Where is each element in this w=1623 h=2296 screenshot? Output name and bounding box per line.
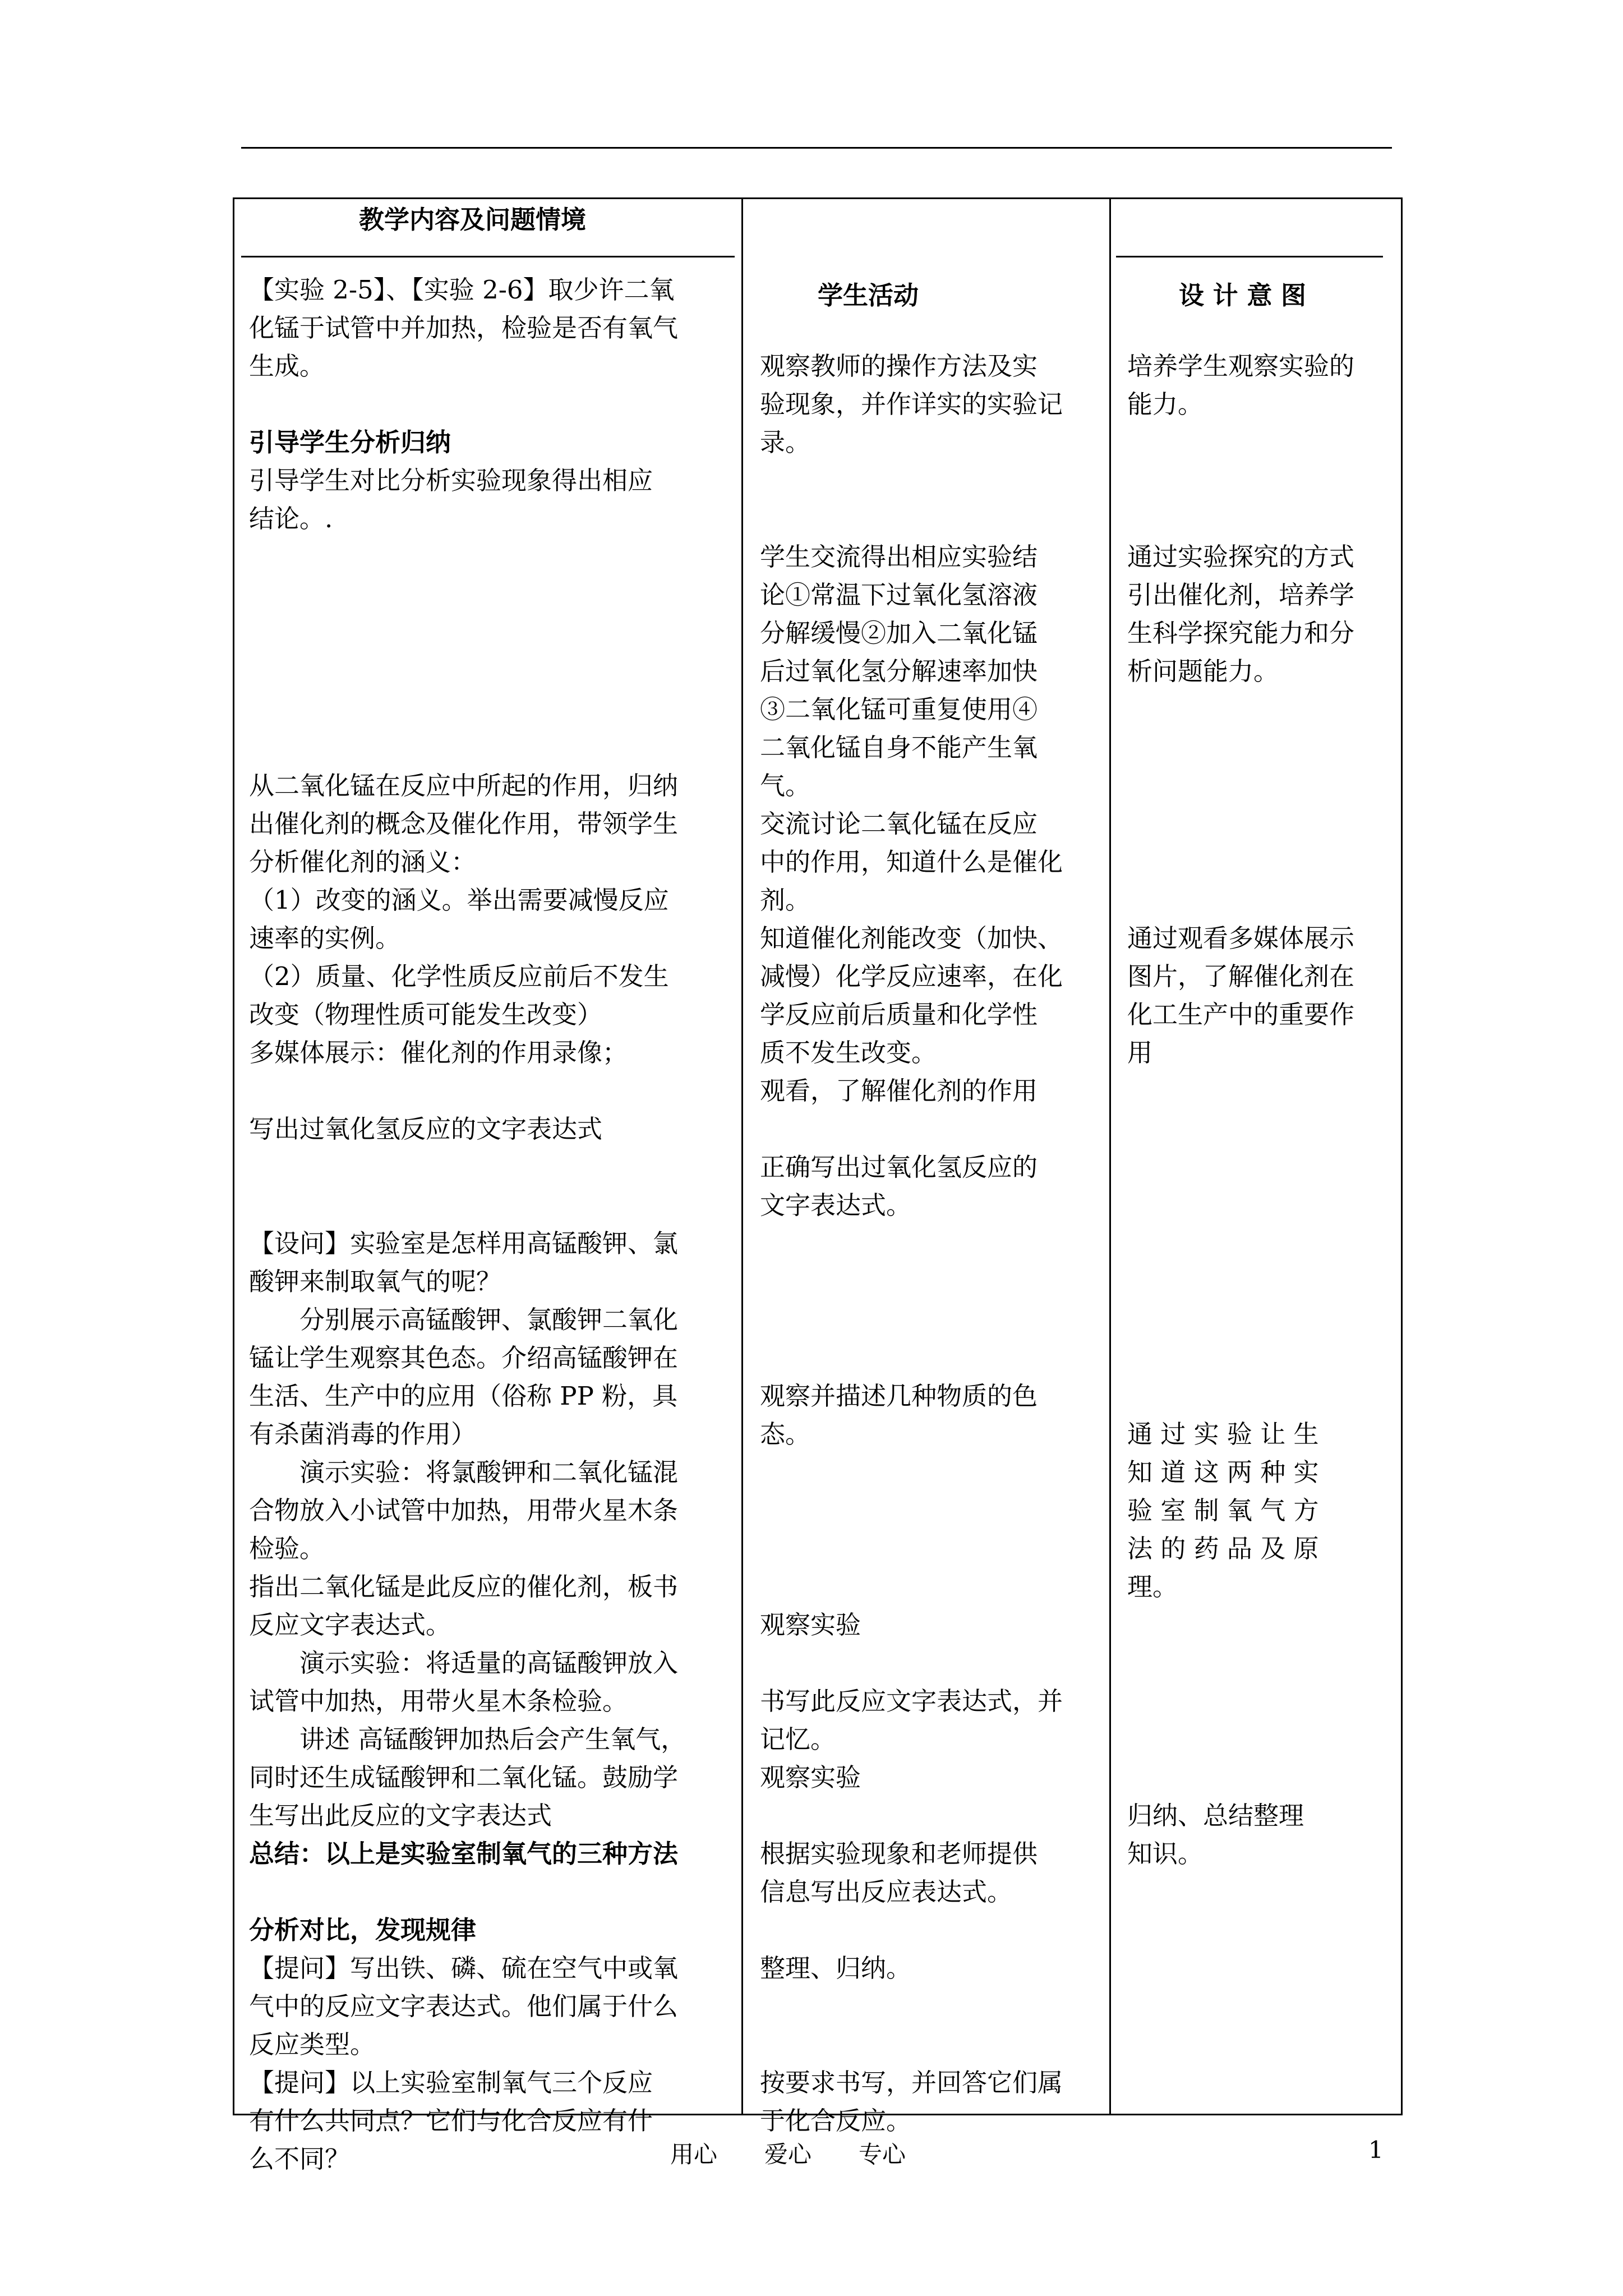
teaching-line: 【提问】以上实验室制氧气三个反应 <box>249 2068 653 2097</box>
teaching-line <box>249 538 738 576</box>
design-line: 能力。 <box>1127 389 1204 419</box>
student-line: 减慢）化学反应速率，在化 <box>760 961 1063 991</box>
student-line: 态。 <box>760 1419 811 1449</box>
teaching-line: 有杀菌消毒的作用） <box>249 1419 477 1449</box>
teaching-line: 么不同？ <box>249 2144 351 2174</box>
student-line <box>760 1797 1105 1835</box>
student-line: 学生交流得出相应实验结 <box>760 542 1038 572</box>
student-line: 记忆。 <box>760 1724 836 1754</box>
student-line <box>760 1339 1105 1377</box>
design-line: 化工生产中的重要作 <box>1127 1000 1355 1029</box>
student-line: ③二氧化锰可重复使用④ <box>760 694 1038 724</box>
design-line <box>1127 462 1396 500</box>
student-line: 二氧化锰自身不能产生氧 <box>760 733 1038 762</box>
teaching-line: 【提问】写出铁、磷、硫在空气中或氧 <box>249 1953 679 1983</box>
design-line: 生科学探究能力和分 <box>1127 618 1355 648</box>
student-line <box>760 1263 1105 1301</box>
student-line <box>760 1644 1105 1682</box>
design-line <box>1127 1606 1396 1644</box>
teaching-line: 反应文字表达式。 <box>249 1610 451 1640</box>
design-line: 归纳、总结整理 <box>1127 1801 1304 1830</box>
teaching-line: 分析催化剂的涵义： <box>249 847 477 877</box>
design-line <box>1127 1186 1396 1225</box>
design-line <box>1127 1339 1396 1377</box>
student-line <box>760 1530 1105 1568</box>
student-line: 观察并描述几种物质的色 <box>760 1381 1038 1411</box>
student-line <box>760 2026 1105 2064</box>
student-line: 正确写出过氧化氢反应的 <box>760 1152 1038 1182</box>
design-line <box>1127 1682 1396 1720</box>
design-line: 通过观看多媒体展示 <box>1127 923 1355 953</box>
teaching-line <box>249 729 738 767</box>
student-line: 交流讨论二氧化锰在反应 <box>760 809 1038 839</box>
student-line: 按要求书写，并回答它们属 <box>760 2068 1063 2097</box>
teaching-line: 生成。 <box>249 351 325 381</box>
student-line: 质不发生改变。 <box>760 1038 937 1068</box>
student-line: 后过氧化氢分解速率加快 <box>760 656 1038 686</box>
teaching-line: 指出二氧化锰是此反应的催化剂，板书 <box>249 1572 679 1602</box>
student-line <box>760 1492 1105 1530</box>
design-line <box>1127 691 1396 729</box>
student-line: 观察实验 <box>760 1610 861 1640</box>
table-right-border <box>1401 197 1403 2115</box>
teaching-line: 分析对比，发现规律 <box>249 1915 477 1945</box>
design-line <box>1127 1225 1396 1263</box>
teaching-line: 演示实验：将适量的高锰酸钾放入 <box>249 1648 679 1678</box>
student-line: 观察实验 <box>760 1763 861 1792</box>
header-separator-left <box>241 256 735 257</box>
design-line <box>1127 1263 1396 1301</box>
student-line <box>760 1453 1105 1492</box>
design-line: 用 <box>1127 1038 1153 1068</box>
teaching-line: 写出过氧化氢反应的文字表达式 <box>249 1114 603 1144</box>
teaching-line: 有什么共同点？它们与化合反应有什 <box>249 2106 653 2136</box>
student-line: 录。 <box>760 427 811 457</box>
design-line <box>1127 1148 1396 1186</box>
student-line <box>760 500 1105 538</box>
teaching-line: 改变（物理性质可能发生改变） <box>249 1000 603 1029</box>
design-line <box>1127 500 1396 538</box>
design-intent-header: 设 计 意 图 <box>1179 280 1306 310</box>
teaching-content-header: 教学内容及问题情境 <box>359 205 587 234</box>
teaching-line: 生活、生产中的应用（俗称 PP 粉，具 <box>249 1381 678 1411</box>
teaching-line: 反应类型。 <box>249 2030 376 2059</box>
teaching-line <box>249 1148 738 1186</box>
teaching-line: 【实验 2-5】、【实验 2-6】取少许二氧 <box>249 275 675 305</box>
footer-motto: 用心 爱心 专心 <box>670 2141 906 2168</box>
teaching-line: 分别展示高锰酸钾、氯酸钾二氧化 <box>249 1305 679 1335</box>
student-line: 于化合反应。 <box>760 2106 912 2136</box>
student-line <box>760 1225 1105 1263</box>
teaching-line: 酸钾来制取氧气的呢？ <box>249 1267 502 1296</box>
teaching-line: 气中的反应文字表达式。他们属于什么 <box>249 1991 679 2021</box>
design-line: 培养学生观察实验的 <box>1127 351 1355 381</box>
student-line: 书写此反应文字表达式，并 <box>760 1686 1063 1716</box>
design-line: 知识。 <box>1127 1839 1204 1869</box>
teaching-line: 速率的实例。 <box>249 923 401 953</box>
teaching-content-column <box>249 271 738 2178</box>
table-divider-1 <box>741 197 743 2115</box>
teaching-line: 演示实验：将氯酸钾和二氧化锰混 <box>249 1457 679 1487</box>
design-line: 引出催化剂，培养学 <box>1127 580 1355 610</box>
teaching-line: 结论。. <box>249 504 333 533</box>
design-line <box>1127 1644 1396 1682</box>
teaching-line <box>249 1873 738 1911</box>
student-line: 文字表达式。 <box>760 1190 912 1220</box>
teaching-line <box>249 1072 738 1110</box>
teaching-line <box>249 691 738 729</box>
header-rule <box>241 147 1392 149</box>
design-line: 通 过 实 验 让 生 <box>1127 1419 1319 1449</box>
table-divider-2 <box>1109 197 1111 2115</box>
teaching-line: 【设问】实验室是怎样用高锰酸钾、氯 <box>249 1228 679 1258</box>
design-line <box>1127 1110 1396 1148</box>
teaching-line: 从二氧化锰在反应中所起的作用，归纳 <box>249 771 679 800</box>
teaching-line: （1）改变的涵义。举出需要减慢反应 <box>249 885 669 915</box>
teaching-line: 生写出此反应的文字表达式 <box>249 1801 552 1830</box>
teaching-line: 出催化剂的概念及催化作用，带领学生 <box>249 809 679 839</box>
student-line: 根据实验现象和老师提供 <box>760 1839 1038 1869</box>
design-line <box>1127 881 1396 919</box>
student-line: 气。 <box>760 771 811 800</box>
design-line <box>1127 805 1396 843</box>
table-left-border <box>233 197 234 2115</box>
design-line: 验 室 制 氧 气 方 <box>1127 1496 1319 1525</box>
teaching-line: （2）质量、化学性质反应前后不发生 <box>249 961 669 991</box>
student-line: 学反应前后质量和化学性 <box>760 1000 1038 1029</box>
teaching-line: 引导学生对比分析实验现象得出相应 <box>249 466 653 495</box>
teaching-line: 引导学生分析归纳 <box>249 427 451 457</box>
teaching-line: 讲述 高锰酸钾加热后会产生氧气， <box>249 1724 686 1754</box>
student-line: 验现象，并作详实的实验记 <box>760 389 1063 419</box>
teaching-line <box>249 614 738 652</box>
student-line: 观看，了解催化剂的作用 <box>760 1076 1038 1106</box>
teaching-line: 总结：以上是实验室制氧气的三种方法 <box>249 1839 679 1869</box>
student-line <box>760 1987 1105 2026</box>
design-line <box>1127 729 1396 767</box>
teaching-line: 多媒体展示：催化剂的作用录像； <box>249 1038 628 1068</box>
student-line: 观察教师的操作方法及实 <box>760 351 1038 381</box>
student-line: 信息写出反应表达式。 <box>760 1877 1013 1907</box>
teaching-line: 检验。 <box>249 1534 325 1563</box>
design-line <box>1127 1759 1396 1797</box>
design-line: 析问题能力。 <box>1127 656 1279 686</box>
design-line: 图片，了解催化剂在 <box>1127 961 1355 991</box>
teaching-line: 试管中加热，用带火星木条检验。 <box>249 1686 628 1716</box>
design-line <box>1127 1072 1396 1110</box>
design-intent-column <box>1127 347 1396 1873</box>
teaching-line: 合物放入小试管中加热，用带火星木条 <box>249 1496 679 1525</box>
design-line <box>1127 1720 1396 1759</box>
teaching-line <box>249 385 738 424</box>
student-line <box>760 1911 1105 1949</box>
teaching-line <box>249 652 738 691</box>
student-line: 分解缓慢②加入二氧化锰 <box>760 618 1038 648</box>
student-line: 论①常温下过氧化氢溶液 <box>760 580 1038 610</box>
student-line <box>760 462 1105 500</box>
design-line <box>1127 843 1396 881</box>
page-number: 1 <box>1368 2136 1384 2164</box>
design-line: 知 道 这 两 种 实 <box>1127 1457 1319 1487</box>
header-separator-right <box>1116 256 1383 257</box>
design-line <box>1127 424 1396 462</box>
student-line: 剂。 <box>760 885 811 915</box>
student-line: 知道催化剂能改变（加快、 <box>760 923 1063 953</box>
design-line: 法 的 药 品 及 原 <box>1127 1534 1319 1563</box>
teaching-line: 锰让学生观察其色态。介绍高锰酸钾在 <box>249 1343 679 1373</box>
design-line <box>1127 767 1396 805</box>
teaching-line <box>249 576 738 614</box>
design-line <box>1127 1301 1396 1339</box>
student-line: 整理、归纳。 <box>760 1953 912 1983</box>
student-line <box>760 1301 1105 1339</box>
student-line <box>760 1568 1105 1606</box>
student-activity-header: 学生活动 <box>818 280 919 310</box>
teaching-line: 化锰于试管中并加热，检验是否有氧气 <box>249 313 679 343</box>
student-line: 中的作用，知道什么是催化 <box>760 847 1063 877</box>
student-line <box>760 1110 1105 1148</box>
design-line: 通过实验探究的方式 <box>1127 542 1355 572</box>
student-activity-column <box>760 347 1105 2140</box>
teaching-line <box>249 1186 738 1225</box>
design-line <box>1127 1377 1396 1415</box>
teaching-line: 同时还生成锰酸钾和二氧化锰。鼓励学 <box>249 1763 679 1792</box>
design-line: 理。 <box>1127 1572 1178 1602</box>
